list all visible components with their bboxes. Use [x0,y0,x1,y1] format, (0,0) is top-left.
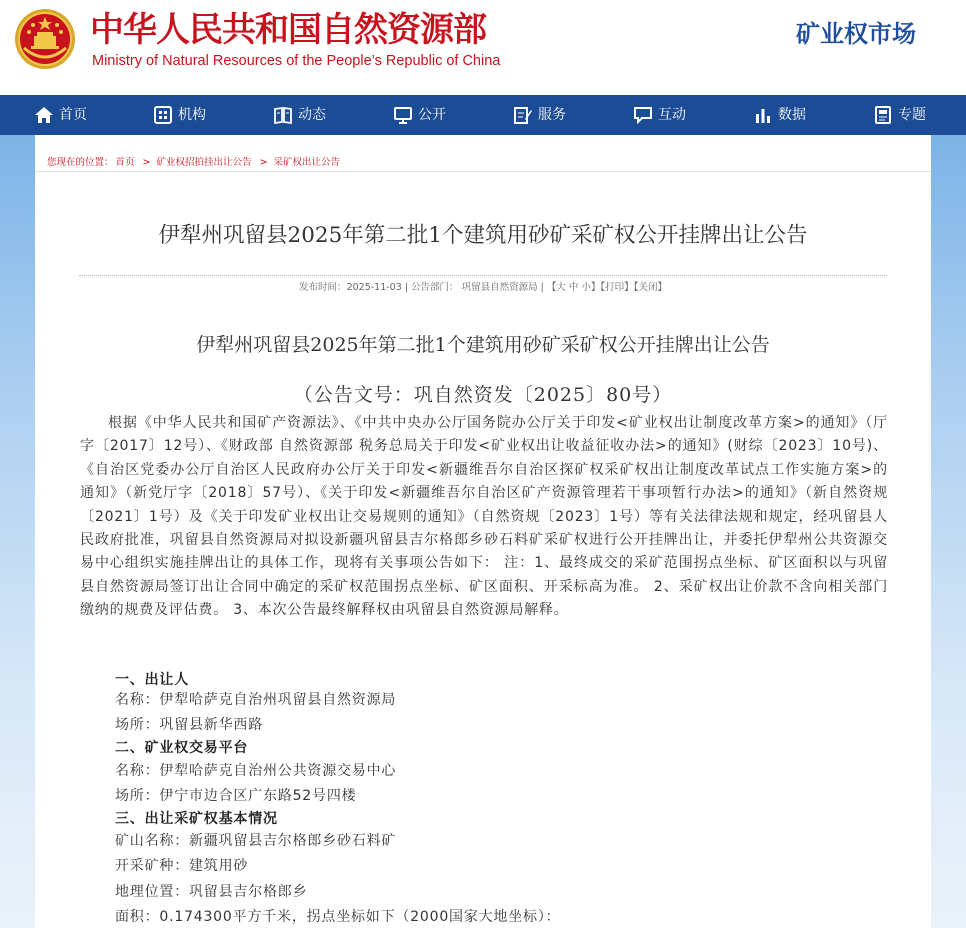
background-right [931,135,966,928]
breadcrumb-prefix: 您现在的位置： [47,157,114,168]
breadcrumb-mining-announce[interactable]: 采矿权出让公告 [273,157,340,168]
mine-name: 矿山名称：新疆巩留县吉尔格郎乡砂石料矿 [115,833,397,849]
nav-item-label: 互动 [658,107,686,123]
meta-dept-label: 公告部门： [411,282,459,293]
nav-item-home[interactable] [34,95,87,135]
intro-paragraph: 根据《中华人民共和国矿产资源法》、《中共中央办公厅国务院办公厅关于印发<矿业权出让制度改革方案>的通知》（厅字〔2017〕12号）、《财政部 自然资源部 税务总局关于印发<矿业权出让收益征收办法>的通知》(财综〔2023〕10号)、《自治区党委办公厅自治区人民政府办公厅关于印发<新疆维吾尔自治区探矿权采矿权出让制度改革试点工作实施方案>的通知》（新党厅字〔2018〕57号）、《关于印发<新疆维吾尔自治区矿产资源管理若干事项暂行办法>的通知》（新自然资规〔2021〕1号）及《关于印发矿业权出让交易规则的通知》（自然资规〔2023〕1号）等有关法律法规和规定，经巩留县人民政府批准，巩留县自然资源局对拟设新疆巩留县吉尔格郎乡砂石料矿采矿权进行公开挂牌出让，并委托伊犁州公共资源交易中心组织实施挂牌出让的具体工作，现将有关事项公告如下： 注：1、最终成交的采矿范围拐点坐标、矿区面积以与巩留县自然资源局签订出让合同中确定的采矿权范围拐点坐标、矿区面积、开采标高为准。 2、采矿权出让价款不含向相关部门缴纳的规费及评估费。 3、本次公告最终解释权由巩留县自然资源局解释。 [80,415,888,619]
edit-icon [513,105,533,125]
nav-item-public[interactable] [393,95,446,135]
document-heading: 伊犁州巩留县2025年第二批1个建筑用砂矿采矿权公开挂牌出让公告 [196,334,770,356]
book-icon [273,105,293,125]
meta-dept: 巩留县自然资源局 [461,282,538,293]
main-nav [0,95,966,135]
assignor-name: 名称：伊犁哈萨克自治州巩留县自然资源局 [115,692,397,708]
title-divider [79,275,887,276]
mine-location: 地理位置：巩留县吉尔格郎乡 [115,884,308,900]
monitor-icon [393,105,413,125]
article-meta [35,279,931,293]
meta-date: 2025-11-03 [346,282,402,293]
national-emblem-icon[interactable] [14,8,76,70]
document-number: （公告文号：巩自然资发〔2025〕80号） [293,384,673,406]
nav-item-label: 数据 [778,107,806,123]
meta-divider: | [540,282,544,293]
breadcrumb-divider [35,171,931,172]
chat-icon [633,105,653,125]
nav-item-interact[interactable] [633,95,686,135]
nav-item-topic[interactable] [873,95,926,135]
nav-item-service[interactable] [513,95,566,135]
article-title: 伊犁州巩留县2025年第二批1个建筑用砂矿采矿权公开挂牌出让公告 [158,223,808,248]
meta-date-label: 发布时间： [299,282,347,293]
breadcrumb-sep: > [142,157,151,168]
nav-item-data[interactable] [753,95,806,135]
nav-item-org[interactable] [153,95,206,135]
background-left [0,135,35,928]
breadcrumb-sep: > [259,157,268,168]
home-icon [34,105,54,125]
print-button[interactable]: 【打印】 [600,282,634,293]
mineral-type: 开采矿种：建筑用砂 [115,858,249,874]
nav-item-label: 动态 [298,107,326,123]
close-button[interactable]: 【关闭】 [633,282,667,293]
nav-item-label: 公开 [418,107,446,123]
article-container [35,148,931,928]
mine-area: 面积：0.174300平方千米，拐点坐标如下（2000国家大地坐标）： [115,909,561,925]
nav-item-label: 专题 [898,107,926,123]
nav-item-news[interactable] [273,95,326,135]
section-heading: 一、出让人 [115,672,189,688]
platform-name: 名称：伊犁哈萨克自治州公共资源交易中心 [115,763,397,779]
breadcrumb-home[interactable]: 首页 [115,157,135,168]
font-size-toggle[interactable]: 【大 中 小】 [546,282,601,293]
section-heading: 二、矿业权交易平台 [115,740,249,756]
nav-item-label: 机构 [178,107,206,123]
meta-divider: | [404,282,409,293]
site-name[interactable]: 矿业权市场 [796,20,916,48]
ministry-en-title[interactable]: Ministry of Natural Resources of the People’s Republic of China [92,53,501,69]
site-header [0,0,966,95]
nav-item-label: 首页 [59,107,87,123]
topic-icon [873,105,893,125]
platform-place: 场所：伊宁市边合区广东路52号四楼 [115,788,357,804]
org-icon [153,105,173,125]
assignor-place: 场所：巩留县新华西路 [115,717,263,733]
bar-chart-icon [753,105,773,125]
nav-item-label: 服务 [538,107,566,123]
breadcrumb-mining-rights[interactable]: 矿业权招拍挂出让公告 [156,157,252,168]
section-heading: 三、出让采矿权基本情况 [115,811,278,827]
ministry-cn-title[interactable]: 中华人民共和国自然资源部 [90,10,486,50]
breadcrumb [47,154,342,168]
